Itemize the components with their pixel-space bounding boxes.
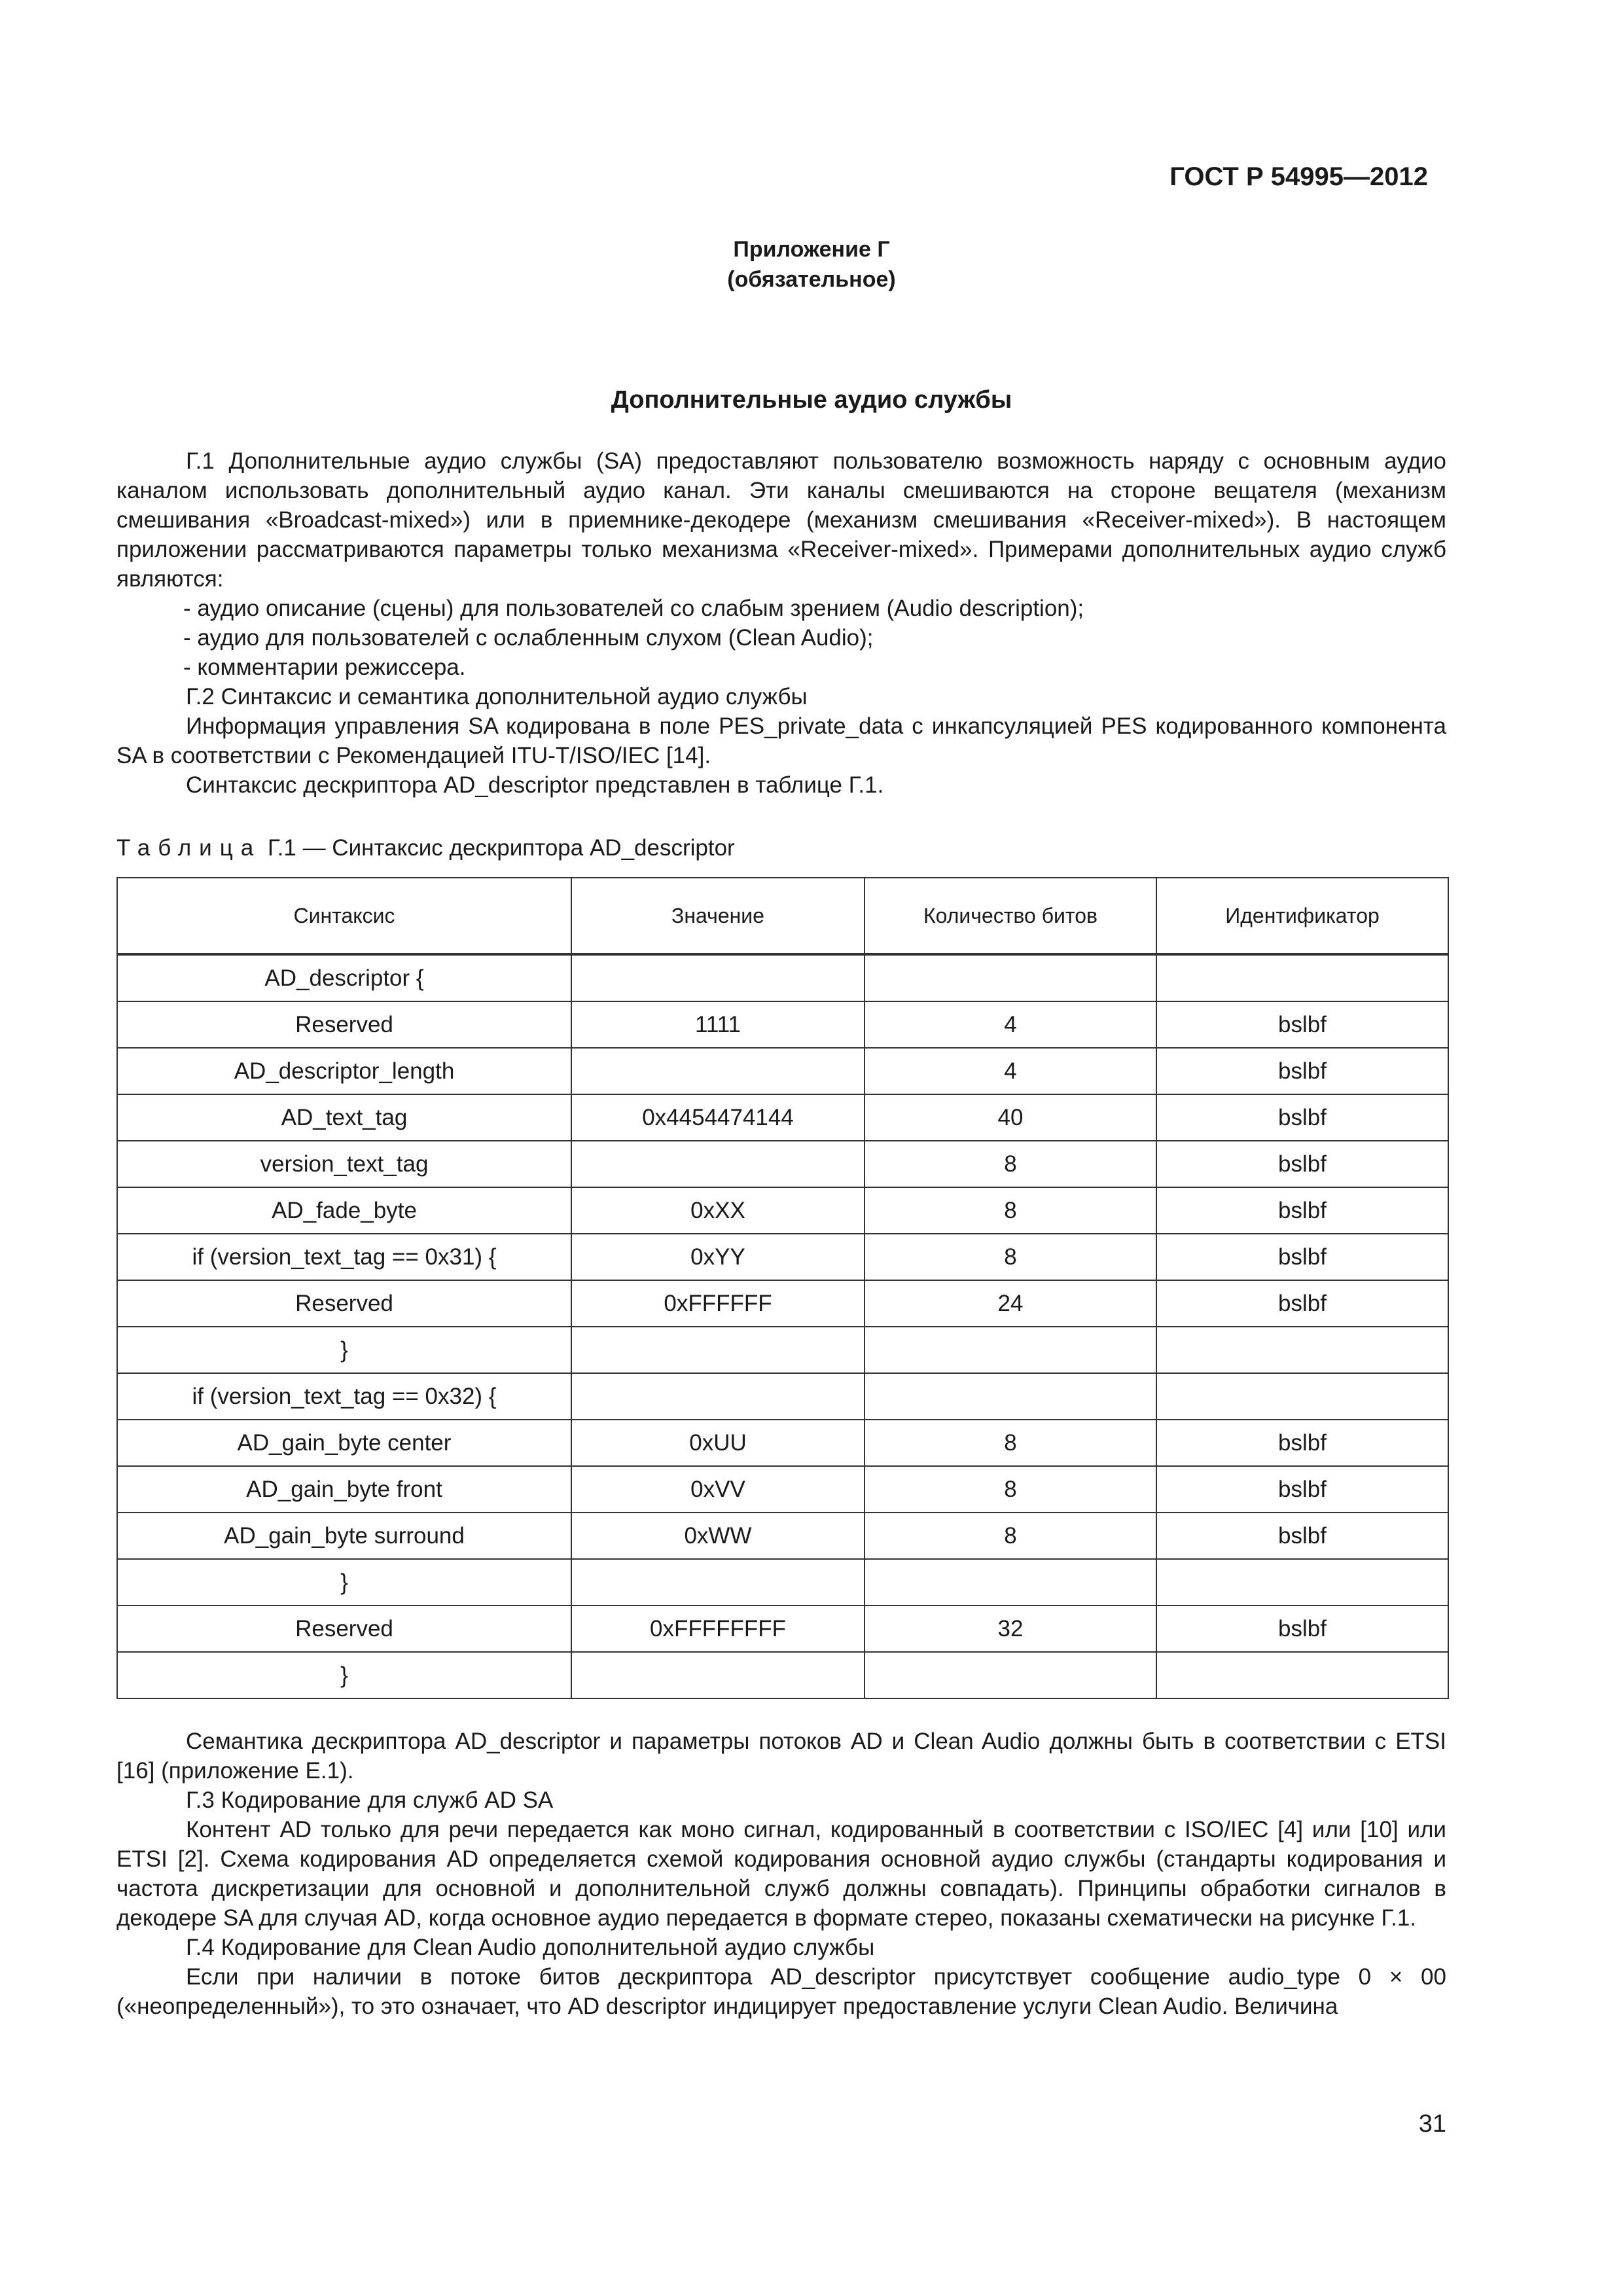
table-cell: Reserved [117, 1605, 571, 1652]
table-cell: bslbf [1156, 1420, 1448, 1466]
table-cell: if (version_text_tag == 0x31) { [117, 1234, 571, 1280]
table-row [117, 1513, 1448, 1559]
table-cell: AD_gain_byte surround [117, 1513, 571, 1559]
column-header: Синтаксис [117, 878, 571, 954]
table-cell: 8 [865, 1466, 1156, 1513]
list-item: - комментарии режиссера. [183, 655, 466, 680]
table-cell [571, 1559, 865, 1605]
paragraph: Семантика дескриптора AD_descriptor и параметры потоков AD и Clean Audio должны быть в соответствии с ETSI [16] (приложение E.1). [116, 1729, 1446, 1784]
subsection-heading: Г.4 Кодирование для Clean Audio дополнительной аудио службы [186, 1935, 875, 1960]
paragraph: Синтаксис дескриптора AD_descriptor представлен в таблице Г.1. [186, 772, 884, 798]
table-cell [865, 1652, 1156, 1698]
table-header-row [117, 878, 1448, 954]
subsection-heading: Г.2 Синтаксис и семантика дополнительной аудио службы [186, 684, 808, 709]
table-cell: 4 [865, 1001, 1156, 1048]
column-header: Количество битов [865, 878, 1156, 954]
table-cell: 0xVV [571, 1466, 865, 1513]
table-cell: 32 [865, 1605, 1156, 1652]
table-cell: Reserved [117, 1280, 571, 1327]
table-cell: bslbf [1156, 1048, 1448, 1094]
table-cell: 0xWW [571, 1513, 865, 1559]
table-cell: bslbf [1156, 1513, 1448, 1559]
table-cell [571, 1048, 865, 1094]
table-row [117, 1141, 1448, 1187]
table-row [117, 1420, 1448, 1466]
list-item: - аудио описание (сцены) для пользователей со слабым зрением (Audio description); [183, 596, 1084, 621]
table-row [117, 1234, 1448, 1280]
column-header: Значение [571, 878, 865, 954]
table-row [117, 954, 1448, 1001]
table-cell [865, 954, 1156, 1001]
table-row [117, 1373, 1448, 1420]
paragraph: Если при наличии в потоке битов дескриптора AD_descriptor присутствует сообщение audio_type 0 × 00 («неопределенный»), то это означает, что AD descriptor индицирует предоставление услуги Clean Audio. Величина [116, 1964, 1446, 2019]
table-row [117, 1605, 1448, 1652]
semantics-text-block [116, 1727, 1446, 2021]
table-cell: AD_descriptor_length [117, 1048, 571, 1094]
table-cell: if (version_text_tag == 0x32) { [117, 1373, 571, 1420]
table-cell: 0xXX [571, 1187, 865, 1234]
table-cell: 8 [865, 1187, 1156, 1234]
table-cell [1156, 1327, 1448, 1373]
paragraph: Контент AD только для речи передается как моно сигнал, кодированный в соответствии с ISO/IEC [4] или [10] или ETSI [2]. Схема кодирования AD определяется схемой кодирования основной аудио службы (стандарты кодирования и частота дискретизации для основной и дополнительной служб должны совпадать). Принципы обработки сигналов в декодере SA для случая AD, когда основное аудио передается в формате стерео, показаны схематически на рисунке Г.1. [116, 1817, 1446, 1931]
page-number: 31 [1418, 2110, 1446, 2138]
table-cell: bslbf [1156, 1187, 1448, 1234]
table-row [117, 1001, 1448, 1048]
table-caption-text: Г.1 — Синтаксис дескриптора AD_descriptor [267, 835, 735, 861]
table-cell: AD_gain_byte front [117, 1466, 571, 1513]
table-row [117, 1280, 1448, 1327]
table-cell: bslbf [1156, 1094, 1448, 1141]
table-cell [571, 1373, 865, 1420]
table-cell: 0xFFFFFFFF [571, 1605, 865, 1652]
table-cell: bslbf [1156, 1605, 1448, 1652]
table-cell [865, 1327, 1156, 1373]
standard-code: ГОСТ Р 54995—2012 [1169, 162, 1428, 191]
table-cell: AD_fade_byte [117, 1187, 571, 1234]
table-row [117, 1048, 1448, 1094]
intro-text-block [116, 446, 1446, 800]
table-cell: 8 [865, 1234, 1156, 1280]
table-row [117, 1466, 1448, 1513]
table-cell: 24 [865, 1280, 1156, 1327]
table-caption [116, 835, 735, 861]
table-cell: 1111 [571, 1001, 865, 1048]
table-row [117, 1327, 1448, 1373]
table-cell: AD_gain_byte center [117, 1420, 571, 1466]
table-row [117, 1559, 1448, 1605]
table-row [117, 1652, 1448, 1698]
table-cell [1156, 1559, 1448, 1605]
table-cell: } [117, 1652, 571, 1698]
table-cell [1156, 954, 1448, 1001]
table-cell: AD_descriptor { [117, 954, 571, 1001]
table-cell: bslbf [1156, 1466, 1448, 1513]
paragraph: Информация управления SA кодирована в поле PES_private_data с инкапсуляцией PES кодированного компонента SA в соответствии с Рекомендацией ITU-T/ISO/IEC [14]. [116, 713, 1446, 768]
table-cell: bslbf [1156, 1001, 1448, 1048]
table-cell: version_text_tag [117, 1141, 571, 1187]
table-cell [865, 1559, 1156, 1605]
table-row [117, 1187, 1448, 1234]
table-cell [865, 1373, 1156, 1420]
table-cell: 0x4454474144 [571, 1094, 865, 1141]
paragraph: Г.1 Дополнительные аудио службы (SA) предоставляют пользователю возможность наряду с основным аудио каналом использовать дополнительный аудио канал. Эти каналы смешиваются на стороне вещателя (механизм смешивания «Broadcast-mixed») или в приемнике-декодере (механизм смешивания «Receiver-mixed»). В настоящем приложении рассматриваются параметры только механизма «Receiver-mixed». Примерами дополнительных аудио служб являются: [116, 448, 1446, 592]
subsection-heading: Г.3 Кодирование для служб AD SA [186, 1787, 554, 1813]
table-cell: 8 [865, 1513, 1156, 1559]
table-cell: 8 [865, 1420, 1156, 1466]
appendix-status: (обязательное) [727, 267, 896, 292]
table-cell: 4 [865, 1048, 1156, 1094]
list-item: - аудио для пользователей с ослабленным слухом (Clean Audio); [183, 625, 874, 651]
table-cell [571, 1327, 865, 1373]
column-header: Идентификатор [1156, 878, 1448, 954]
table-cell: } [117, 1559, 571, 1605]
table-cell: bslbf [1156, 1280, 1448, 1327]
table-row [117, 1094, 1448, 1141]
table-cell: 8 [865, 1141, 1156, 1187]
table-cell [1156, 1373, 1448, 1420]
table-cell [571, 1141, 865, 1187]
table-cell: 0xFFFFFF [571, 1280, 865, 1327]
table-cell [571, 954, 865, 1001]
table-cell [571, 1652, 865, 1698]
appendix-title: Приложение Г [733, 237, 890, 262]
table-cell: 40 [865, 1094, 1156, 1141]
table-cell: 0xYY [571, 1234, 865, 1280]
section-title: Дополнительные аудио службы [611, 386, 1012, 414]
table-cell [1156, 1652, 1448, 1698]
table-cell: bslbf [1156, 1141, 1448, 1187]
table-cell: bslbf [1156, 1234, 1448, 1280]
table-cell: 0xUU [571, 1420, 865, 1466]
table-cell: Reserved [117, 1001, 571, 1048]
table-cell: AD_text_tag [117, 1094, 571, 1141]
syntax-table [116, 877, 1449, 1699]
table-cell: } [117, 1327, 571, 1373]
table-caption-word: Таблица [116, 835, 262, 861]
